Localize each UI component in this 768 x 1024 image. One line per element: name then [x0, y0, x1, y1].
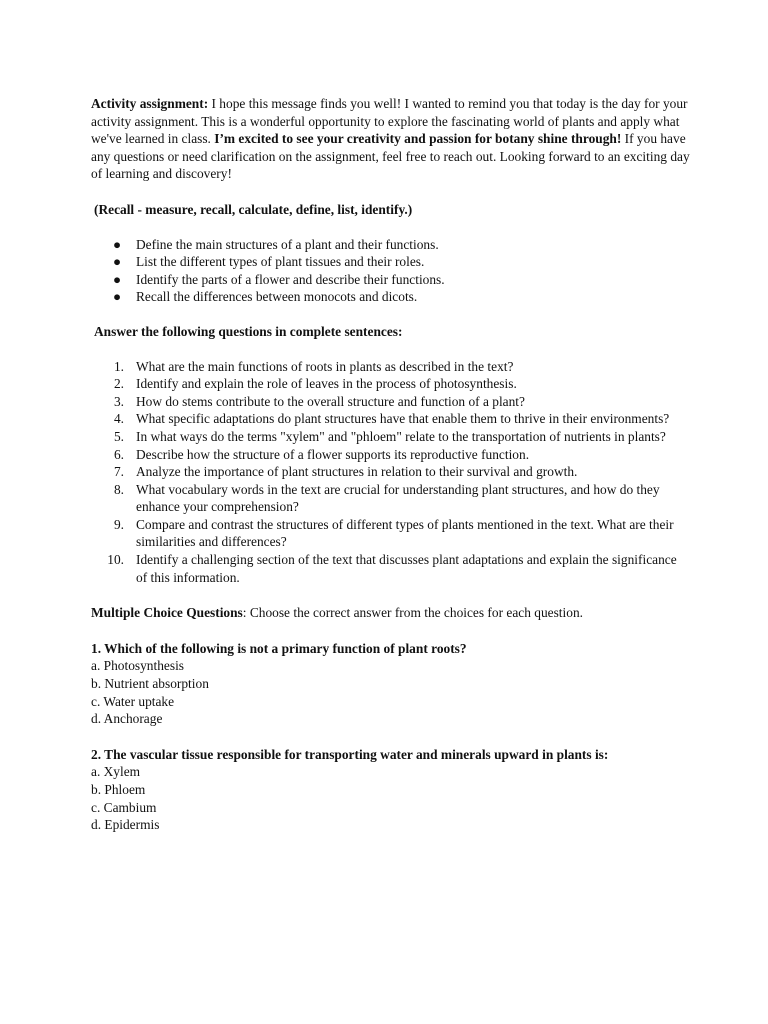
multiple-choice-intro — [91, 604, 691, 622]
recall-heading: (Recall - measure, recall, calculate, define, list, identify.) — [94, 201, 413, 217]
intro-label: Activity assignment: — [91, 96, 209, 111]
bullet-icon: ● — [113, 289, 122, 305]
multiple-choice-question — [91, 640, 691, 728]
multiple-choice-instructions: : Choose the correct answer from the choices for each question. — [242, 605, 583, 621]
question-item — [91, 463, 691, 481]
question-text: What are the main functions of roots in plants as described in the text? — [136, 358, 514, 374]
question-list — [91, 358, 691, 587]
multiple-choice-question — [91, 746, 691, 834]
question-text: Analyze the importance of plant structures in relation to their survival and growth. — [136, 464, 578, 480]
bullet-icon: ● — [113, 236, 122, 252]
question-number: 8. — [113, 481, 124, 497]
recall-list — [91, 236, 691, 306]
question-number: 9. — [113, 516, 124, 532]
recall-item — [91, 236, 691, 254]
answer-heading: Answer the following questions in complete sentences: — [94, 323, 403, 339]
recall-item-text: Identify the parts of a flower and describe their functions. — [136, 271, 445, 287]
question-number: 7. — [113, 464, 124, 480]
mc-question-text: 1. Which of the following is not a primary function of plant roots? — [91, 640, 467, 656]
question-number: 2. — [113, 376, 124, 392]
question-text: Describe how the structure of a flower supports its reproductive function. — [136, 446, 530, 462]
mc-question-text: 2. The vascular tissue responsible for transporting water and minerals upward in plants is: — [91, 746, 609, 762]
mc-option: a. Xylem — [91, 764, 141, 780]
question-item — [91, 446, 691, 464]
question-item — [91, 358, 691, 376]
mc-option: b. Nutrient absorption — [91, 676, 209, 692]
intro-paragraph — [91, 95, 691, 183]
bullet-icon: ● — [113, 254, 122, 270]
intro-text-2: If you have any questions or need clarification on the assignment, feel free to reach out. Looking forward to an exciting day of learning and discovery! — [91, 131, 690, 182]
question-item — [91, 551, 691, 586]
question-item — [91, 375, 691, 393]
recall-item-text: Define the main structures of a plant and their functions. — [136, 236, 439, 252]
intro-text-1: I hope this message finds you well! I wanted to remind you that today is the day for your activity assignment. This is a wonderful opportunity to explore the fascinating world of plants and apply what we've learned in class. — [91, 96, 688, 147]
question-number: 1. — [113, 358, 124, 374]
mc-option: c. Water uptake — [91, 693, 175, 709]
question-item — [91, 410, 691, 428]
question-text: Identify a challenging section of the text that discusses plant adaptations and explain the significance of this information. — [136, 552, 677, 585]
question-number: 6. — [113, 446, 124, 462]
recall-item-text: List the different types of plant tissues and their roles. — [136, 254, 425, 270]
recall-item — [91, 288, 691, 306]
mc-option: d. Epidermis — [91, 817, 160, 833]
question-number: 3. — [113, 393, 124, 409]
question-text: How do stems contribute to the overall structure and function of a plant? — [136, 393, 525, 409]
question-item — [91, 516, 691, 551]
multiple-choice-label: Multiple Choice Questions — [91, 605, 243, 621]
question-number: 10. — [107, 552, 124, 568]
document-content — [91, 95, 691, 852]
question-text: Compare and contrast the structures of different types of plants mentioned in the text. What are their similarities and differences? — [136, 516, 674, 550]
question-number: 4. — [113, 411, 124, 427]
mc-option: b. Phloem — [91, 782, 146, 797]
mc-option: d. Anchorage — [91, 711, 163, 727]
question-text: In what ways do the terms "xylem" and "phloem" relate to the transportation of nutrients in plants? — [136, 428, 666, 444]
recall-item — [91, 271, 691, 289]
bullet-icon: ● — [113, 271, 122, 287]
question-item — [91, 393, 691, 411]
question-item — [91, 481, 691, 516]
mc-option: a. Photosynthesis — [91, 658, 184, 674]
recall-item — [91, 253, 691, 271]
question-text: Identify and explain the role of leaves in the process of photosynthesis. — [136, 376, 517, 392]
intro-bold-text: I’m excited to see your creativity and passion for botany shine through! — [214, 131, 622, 147]
recall-item-text: Recall the differences between monocots and dicots. — [136, 289, 418, 305]
question-text: What specific adaptations do plant structures have that enable them to thrive in their environments? — [136, 411, 670, 427]
question-text: What vocabulary words in the text are crucial for understanding plant structures, and how do they enhance your comprehension? — [136, 481, 660, 515]
question-number: 5. — [113, 428, 124, 444]
question-item — [91, 428, 691, 446]
mc-option: c. Cambium — [91, 799, 157, 815]
